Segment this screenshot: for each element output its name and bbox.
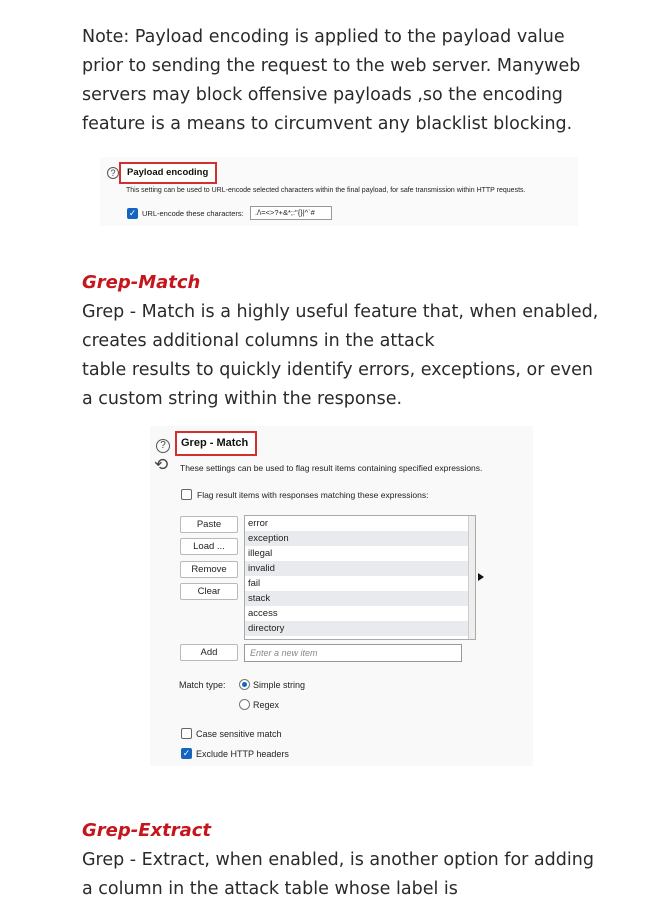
grep-match-heading: Grep-Match: [82, 272, 201, 293]
note-paragraph: [82, 23, 622, 139]
list-item[interactable]: exception: [245, 531, 475, 546]
grep-match-line: a custom string within the response.: [82, 389, 403, 409]
list-item[interactable]: access: [248, 608, 278, 619]
undo-icon: ⟲: [154, 455, 169, 474]
help-icon: ?: [107, 167, 119, 179]
clear-button[interactable]: Clear: [180, 583, 238, 600]
flag-result-checkbox[interactable]: [181, 489, 192, 500]
grep-match-line: table results to quickly identify errors, exceptions, or even: [82, 360, 593, 380]
note-line: servers may block offensive payloads ,so the encoding: [82, 85, 563, 105]
flag-result-label: Flag result items with responses matching these expressions:: [197, 490, 429, 500]
simple-string-label: Simple string: [253, 680, 306, 690]
regex-label: Regex: [253, 700, 280, 710]
payload-encoding-description: This setting can be used to URL-encode selected characters within the final payload, for safe transmission within HTTP requests.: [126, 187, 526, 194]
add-button[interactable]: Add: [180, 644, 238, 661]
new-item-input[interactable]: Enter a new item: [244, 644, 462, 662]
url-encode-chars-input[interactable]: ./\=<>?+&*;:"{}|^`#: [250, 206, 332, 220]
note-line: feature is a means to circumvent any blacklist blocking.: [82, 114, 573, 134]
expand-arrow-icon[interactable]: [478, 573, 484, 581]
exclude-headers-checkbox[interactable]: ✓: [182, 748, 191, 758]
payload-encoding-screenshot: [100, 157, 578, 226]
list-item[interactable]: fail: [248, 578, 261, 589]
grep-match-description: These settings can be used to flag result items containing specified expressions.: [180, 463, 483, 473]
simple-string-radio[interactable]: [239, 679, 250, 690]
note-line: prior to sending the request to the web server. Manyweb: [82, 56, 581, 76]
list-item[interactable]: directory: [245, 621, 475, 636]
grep-match-screenshot: [150, 426, 533, 766]
list-item[interactable]: illegal: [248, 548, 273, 559]
grep-extract-line: Grep - Extract, when enabled, is another option for adding: [82, 850, 594, 870]
load-button[interactable]: Load ...: [180, 538, 238, 555]
grep-match-line: creates additional columns in the attack: [82, 331, 435, 351]
grep-extract-line: a column in the attack table whose label is: [82, 879, 458, 899]
grep-extract-heading: Grep-Extract: [82, 820, 212, 841]
grep-match-paragraph: [82, 298, 622, 414]
list-item[interactable]: invalid: [245, 561, 475, 576]
grep-extract-paragraph: [82, 846, 622, 904]
remove-button[interactable]: Remove: [180, 561, 238, 578]
list-item[interactable]: stack: [245, 591, 475, 606]
case-sensitive-checkbox[interactable]: [181, 728, 192, 739]
url-encode-checkbox[interactable]: ✓: [128, 208, 137, 218]
grep-match-line: Grep - Match is a highly useful feature that, when enabled,: [82, 302, 599, 322]
note-line: Note: Payload encoding is applied to the payload value: [82, 27, 565, 47]
list-scrollbar[interactable]: [468, 516, 475, 639]
regex-radio[interactable]: [239, 699, 250, 710]
expression-list[interactable]: [244, 515, 476, 640]
grep-match-title: Grep - Match: [175, 431, 257, 456]
help-icon: ?: [156, 439, 170, 453]
paste-button[interactable]: Paste: [180, 516, 238, 533]
payload-encoding-title: Payload encoding: [119, 162, 217, 184]
match-type-label: Match type:: [179, 680, 226, 690]
list-item[interactable]: error: [248, 518, 269, 529]
exclude-headers-label: Exclude HTTP headers: [196, 749, 289, 759]
case-sensitive-label: Case sensitive match: [196, 729, 282, 739]
url-encode-label: URL-encode these characters:: [142, 209, 244, 218]
